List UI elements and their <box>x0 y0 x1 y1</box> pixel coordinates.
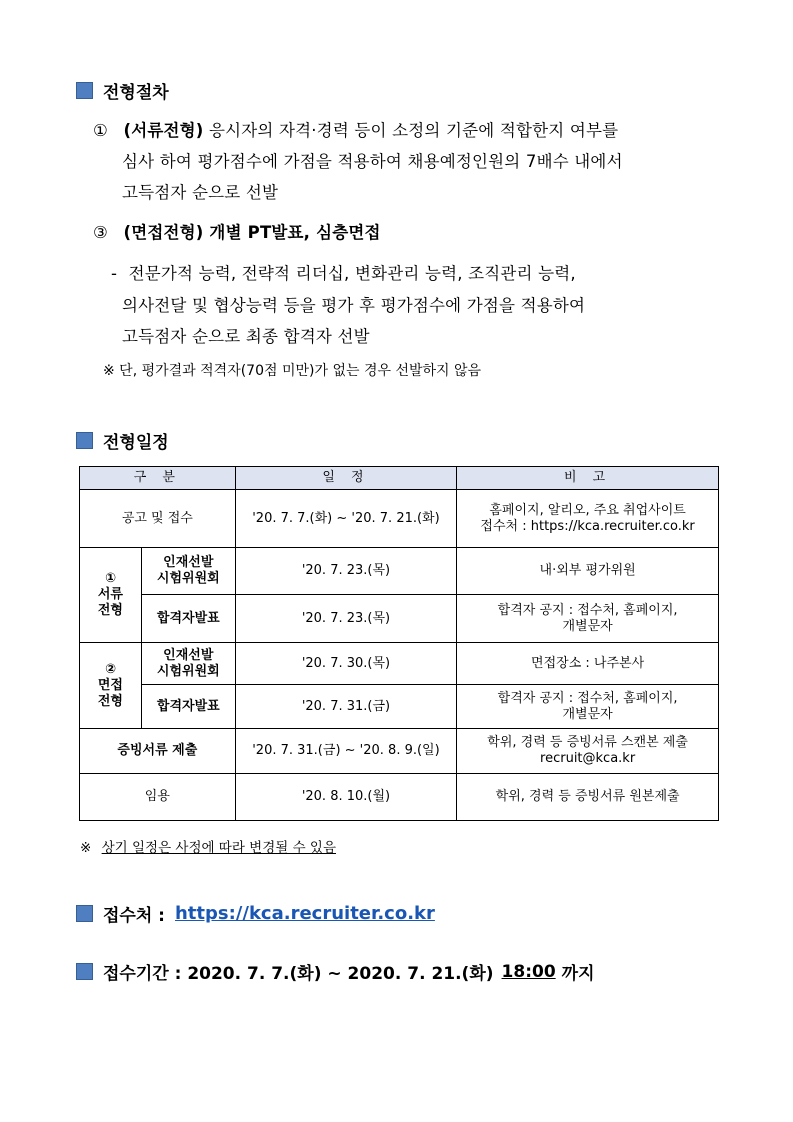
group-number: ② <box>104 661 116 677</box>
row-label: 공고 및 접수 <box>80 490 236 548</box>
row-date: '20. 7. 31.(금) <box>235 685 457 729</box>
row-date: '20. 8. 10.(월) <box>235 774 457 821</box>
table-header-row <box>80 467 719 490</box>
table-row <box>80 774 719 821</box>
row-note <box>457 595 719 643</box>
deadline-time: 18:00 <box>501 961 556 982</box>
section-title: 전형절차 <box>103 83 169 103</box>
row-date: '20. 7. 23.(목) <box>235 548 457 595</box>
item-interview-line <box>93 219 381 243</box>
section-title: 접수기간 : 2020. 7. 7.(화) ~ 2020. 7. 21.(화) <box>103 964 494 984</box>
row-note <box>457 490 719 548</box>
section-title: 전형일정 <box>103 433 169 453</box>
row-note: 학위, 경력 등 증빙서류 원본제출 <box>457 774 719 821</box>
row-note: 면접장소 : 나주본사 <box>457 643 719 685</box>
group-name: 면접 <box>97 677 123 693</box>
row-note: 내·외부 평가위원 <box>457 548 719 595</box>
note-line: 학위, 경력 등 증빙서류 스캔본 제출 <box>487 735 688 750</box>
section-heading-procedure <box>76 78 169 103</box>
square-bullet-icon <box>76 432 93 449</box>
sub-label <box>141 643 235 685</box>
note-line: 홈페이지, 알리오, 주요 취업사이트 <box>489 502 686 518</box>
circled-number: ③ <box>93 223 108 242</box>
sub-item-text: 전문가적 능력, 전략적 리더십, 변화관리 능력, 조직관리 능력, <box>128 264 576 283</box>
sub-item-line1 <box>111 260 576 284</box>
sub-label-line: 시험위원회 <box>156 663 220 679</box>
item-text-line3: 고득점자 순으로 선발 <box>122 183 279 202</box>
group-interview <box>80 643 142 729</box>
square-bullet-icon <box>76 963 93 980</box>
row-date: '20. 7. 30.(목) <box>235 643 457 685</box>
sub-label-line: 인재선발 <box>163 555 214 570</box>
row-date: '20. 7. 23.(목) <box>235 595 457 643</box>
item-heading: (면접전형) 개별 PT발표, 심층면접 <box>123 223 381 242</box>
square-bullet-icon <box>76 82 93 99</box>
table-row <box>80 595 719 643</box>
row-date: '20. 7. 7.(화) ~ '20. 7. 21.(화) <box>235 490 457 548</box>
item-text-line2: 심사 하여 평가점수에 가점을 적용하여 채용예정인원의 7배수 내에서 <box>122 152 623 171</box>
header-remarks: 비 고 <box>457 467 719 490</box>
note-line: 합격자 공지 : 접수처, 홈페이지, <box>497 602 678 618</box>
item-text: 응시자의 자격·경력 등이 소정의 기준에 적합한지 여부를 <box>208 121 619 140</box>
group-name: 서류 <box>97 587 123 602</box>
selection-note: ※ 단, 평가결과 적격자(70점 미만)가 없는 경우 선발하지 않음 <box>103 363 482 379</box>
row-label: 임용 <box>80 774 236 821</box>
note-line: 합격자 공지 : 접수처, 홈페이지, <box>497 690 678 706</box>
note-line: recruit@kca.kr <box>540 751 636 766</box>
note-line: 개별문자 <box>562 618 613 634</box>
row-date: '20. 7. 31.(금) ~ '20. 8. 9.(일) <box>235 729 457 774</box>
section-heading-period <box>76 959 595 984</box>
dash-bullet: - <box>111 264 118 283</box>
group-doc-screening <box>80 548 142 643</box>
section-heading-application <box>76 901 435 926</box>
sub-label <box>141 548 235 595</box>
table-row <box>80 643 719 685</box>
row-label: 증빙서류 제출 <box>80 729 236 774</box>
note-line: 접수처 : https://kca.recruiter.co.kr <box>480 518 695 534</box>
schedule-table <box>79 466 719 821</box>
square-bullet-icon <box>76 905 93 922</box>
sub-item-line3: 고득점자 순으로 최종 합격자 선발 <box>122 327 370 346</box>
footnote-mark: ※ <box>80 840 92 856</box>
group-number: ① <box>104 571 116 586</box>
table-row <box>80 548 719 595</box>
deadline-suffix: 까지 <box>561 964 595 984</box>
table-row <box>80 729 719 774</box>
sub-item-line2: 의사전달 및 협상능력 등을 평가 후 평가점수에 가점을 적용하여 <box>122 296 586 315</box>
item-document-screening-line1 <box>93 117 618 141</box>
section-heading-schedule <box>76 428 169 453</box>
sub-label: 합격자발표 <box>141 685 235 729</box>
schedule-footnote <box>80 836 336 856</box>
item-heading: (서류전형) <box>123 121 204 140</box>
note-line: 개별문자 <box>562 706 613 722</box>
table-row <box>80 490 719 548</box>
header-category: 구 분 <box>80 467 236 490</box>
header-date: 일 정 <box>235 467 457 490</box>
table-row <box>80 685 719 729</box>
footnote-text: 상기 일정은 사정에 따라 변경될 수 있음 <box>101 840 337 856</box>
group-name: 전형 <box>97 603 123 618</box>
circled-number: ① <box>93 121 108 140</box>
sub-label-line: 시험위원회 <box>156 571 220 586</box>
application-url-link[interactable]: https://kca.recruiter.co.kr <box>174 903 435 924</box>
section-title: 접수처 : <box>103 906 165 926</box>
sub-label: 합격자발표 <box>141 595 235 643</box>
group-name: 전형 <box>97 693 123 709</box>
row-note <box>457 685 719 729</box>
row-note <box>457 729 719 774</box>
sub-label-line: 인재선발 <box>163 647 214 663</box>
